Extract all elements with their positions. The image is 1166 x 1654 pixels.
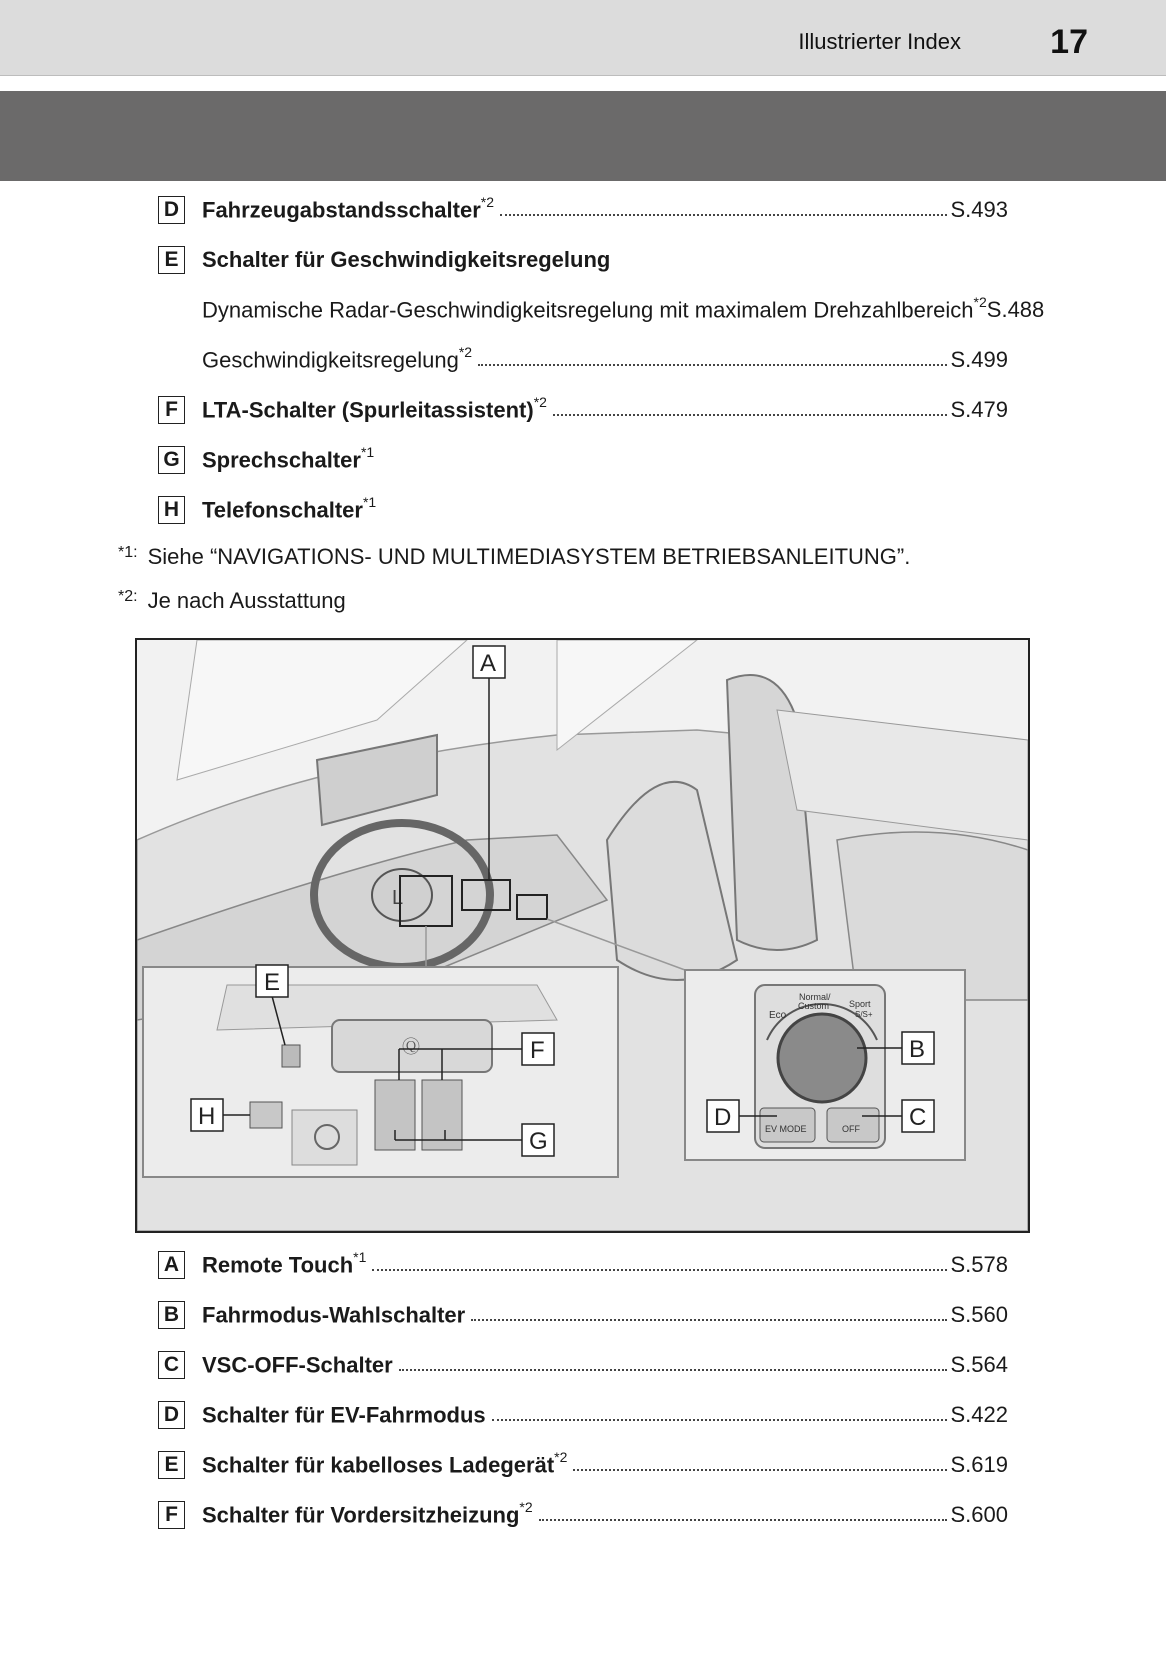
- item-label: Schalter für EV-Fahrmodus: [202, 1402, 486, 1428]
- item-label: Schalter für Vordersitzheizung$^{*2}$: [202, 1499, 533, 1528]
- item-label: Remote Touch$^{*1}$: [202, 1249, 367, 1278]
- callout-a: A: [480, 650, 497, 677]
- page-reference[interactable]: S.619: [950, 1452, 1008, 1477]
- page-reference[interactable]: S.488: [986, 297, 1045, 322]
- leader-dots: [399, 1369, 947, 1371]
- letter-badge: F: [158, 1501, 185, 1529]
- letter-badge: A: [158, 1251, 185, 1279]
- leader-dots: [478, 364, 946, 366]
- page-reference[interactable]: S.560: [950, 1302, 1008, 1327]
- footnote: [118, 535, 910, 579]
- item-label: Fahrzeugabstandsschalter$^{*2}$: [202, 194, 494, 223]
- callout-e: E: [264, 969, 281, 996]
- letter-badge: F: [158, 396, 185, 424]
- item-label: Geschwindigkeitsregelung$^{*2}$: [202, 344, 473, 373]
- callout-h: H: [198, 1103, 216, 1130]
- letter-badge: G: [158, 446, 185, 474]
- leader-dots: [372, 1269, 946, 1271]
- callout-g: G: [529, 1128, 548, 1155]
- page-reference[interactable]: S.499: [950, 347, 1008, 372]
- section-band: [0, 91, 1166, 181]
- page-reference[interactable]: S.479: [950, 397, 1008, 422]
- top-index-list: [158, 185, 1045, 535]
- leader-dots: [553, 414, 947, 416]
- list-item: [158, 185, 1008, 235]
- list-item: [158, 1340, 1008, 1390]
- item-label: Schalter für Geschwindigkeitsregelung: [202, 247, 611, 272]
- svg-text:Ⓠ: Ⓠ: [402, 1037, 420, 1058]
- list-item: [158, 385, 1008, 435]
- interior-illustration: [135, 638, 1030, 1233]
- page-reference[interactable]: S.578: [950, 1252, 1008, 1277]
- dial-custom-label: Custom: [798, 1001, 830, 1011]
- page-reference[interactable]: S.564: [950, 1352, 1008, 1377]
- letter-badge: H: [158, 496, 185, 524]
- page-header: [0, 0, 1166, 76]
- item-label: Schalter für kabelloses Ladegerät$^{*2}$: [202, 1449, 568, 1478]
- dial-sport-label: Sport: [849, 999, 871, 1009]
- page-reference[interactable]: S.422: [950, 1402, 1008, 1427]
- letter-badge: E: [158, 1451, 185, 1479]
- footnote-mark: *2:: [118, 588, 138, 605]
- letter-badge: B: [158, 1301, 185, 1329]
- footnote-mark: *1:: [118, 544, 138, 561]
- item-label: Sprechschalter$^{*1}$: [202, 444, 375, 473]
- interior-drawing: [137, 640, 1028, 1231]
- leader-dots: [573, 1469, 946, 1471]
- callout-b: B: [909, 1036, 926, 1063]
- header-title: Illustrierter Index: [798, 29, 961, 54]
- list-item: [158, 1390, 1008, 1440]
- dial-sport-plus-label: S/S+: [855, 1010, 873, 1019]
- leader-dots: [471, 1319, 946, 1321]
- leader-dots: [500, 214, 947, 216]
- vsc-off-label: OFF: [842, 1124, 860, 1134]
- dial-eco-label: Eco: [769, 1010, 787, 1021]
- item-label: LTA-Schalter (Spurleitassistent)$^{*2}$: [202, 394, 547, 423]
- item-label: VSC-OFF-Schalter: [202, 1352, 393, 1378]
- list-item: [158, 1490, 1008, 1540]
- letter-badge: E: [158, 246, 185, 274]
- leader-dots: [539, 1519, 947, 1521]
- item-label: Telefonschalter$^{*1}$: [202, 494, 377, 523]
- sub-list-item: [158, 285, 1045, 335]
- item-label: Dynamische Radar-Geschwindigkeitsregelung mit maximalem Drehzahlbereich$^{*2}$: [202, 294, 987, 323]
- page-reference[interactable]: S.600: [950, 1502, 1008, 1527]
- callout-d: D: [714, 1104, 732, 1131]
- svg-text:L: L: [392, 887, 404, 909]
- dial-normal-label: Normal/: [799, 992, 831, 1002]
- leader-dots: [492, 1419, 947, 1421]
- letter-badge: C: [158, 1351, 185, 1379]
- footnote-text: Je nach Ausstattung: [147, 588, 346, 613]
- letter-badge: D: [158, 196, 185, 224]
- list-item: [158, 235, 1008, 285]
- list-item: [158, 435, 1008, 485]
- page-reference[interactable]: S.493: [950, 197, 1008, 222]
- letter-badge: D: [158, 1401, 185, 1429]
- footnote-text: Siehe “NAVIGATIONS- UND MULTIMEDIASYSTEM BETRIEBSANLEITUNG”.: [147, 544, 911, 569]
- list-item: [158, 485, 1008, 535]
- list-item: [158, 1290, 1008, 1340]
- callout-f: F: [530, 1037, 545, 1064]
- item-label: Fahrmodus-Wahlschalter: [202, 1302, 466, 1328]
- list-item: [158, 1240, 1008, 1290]
- list-item: [158, 1440, 1008, 1490]
- footnotes: [118, 535, 910, 623]
- sub-list-item: [158, 335, 1008, 385]
- page-number: 17: [1050, 23, 1088, 61]
- footnote: [118, 579, 910, 623]
- bottom-index-list: [158, 1240, 1008, 1540]
- ev-mode-label: EV MODE: [765, 1124, 807, 1134]
- callout-c: C: [909, 1104, 927, 1131]
